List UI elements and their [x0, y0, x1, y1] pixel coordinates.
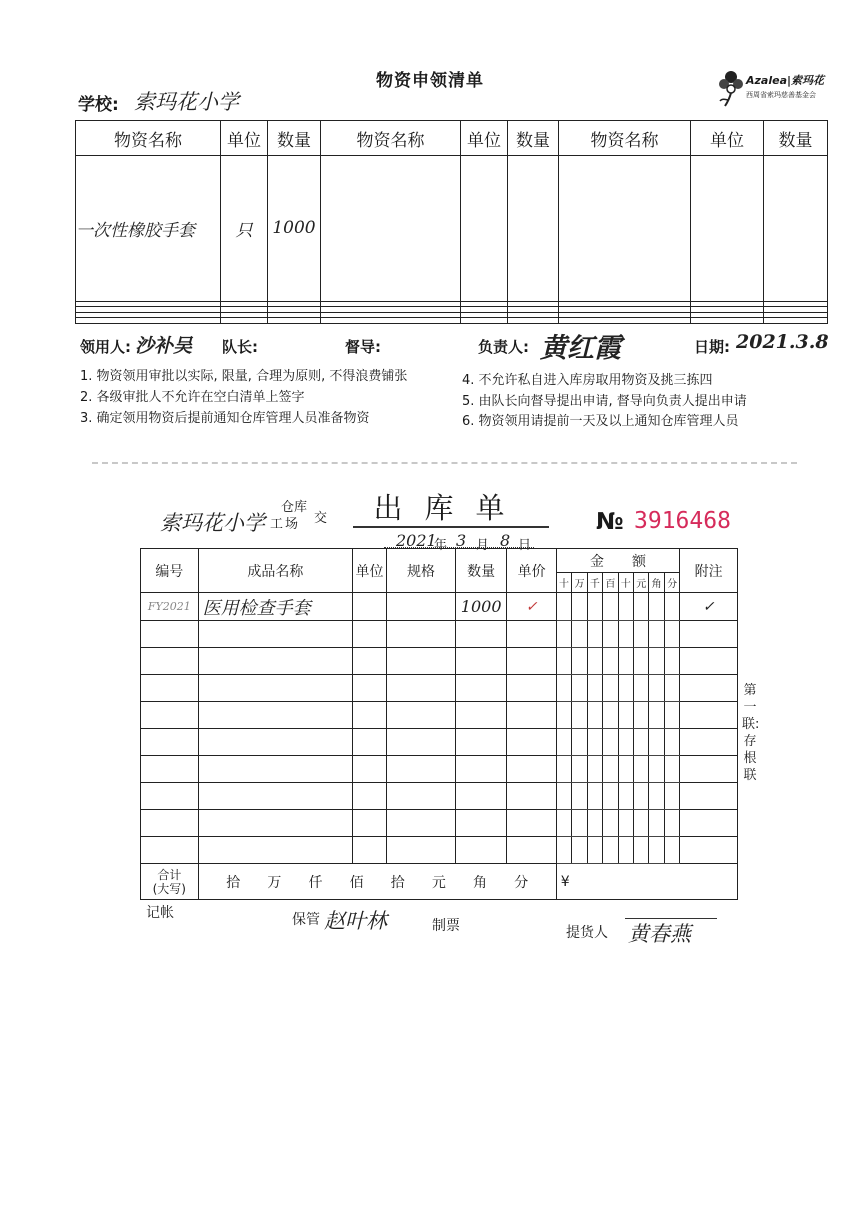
- slip-price-cell: [507, 782, 556, 809]
- slip-price-cell: [507, 836, 556, 863]
- amount-digit-cell: [664, 621, 679, 648]
- date-month: 3: [456, 531, 467, 550]
- amount-digit-cell: [649, 836, 664, 863]
- requisition-cell: [691, 318, 764, 324]
- requisition-cell: [268, 318, 321, 324]
- amount-digit-cell: [587, 621, 602, 648]
- foundation-logo: [716, 68, 836, 112]
- date-day: 8: [500, 531, 511, 550]
- slip-row: [141, 782, 738, 809]
- slip-code-cell: [141, 728, 199, 755]
- slip-unit-cell: [353, 701, 387, 728]
- amount-digit-cell: [633, 701, 648, 728]
- amount-digit-cell: [664, 648, 679, 675]
- total-row: [141, 864, 738, 900]
- section-divider: [92, 462, 797, 464]
- column-header: 数量: [268, 121, 321, 156]
- requisition-table: [75, 120, 828, 324]
- slip-qty-cell: [455, 728, 506, 755]
- amount-digit-cell: [649, 593, 664, 621]
- slip-code-cell: [141, 782, 199, 809]
- unit-header: 单位: [353, 549, 387, 593]
- requisition-cell: [461, 318, 508, 324]
- slip-qty-cell: [455, 755, 506, 782]
- slip-name-cell: [198, 782, 352, 809]
- receiver-underline: [625, 918, 717, 919]
- requisition-cell: [764, 318, 828, 324]
- amount-digit-cell: [618, 782, 633, 809]
- total-label-cell: [141, 864, 199, 900]
- amount-digit-cell: [649, 621, 664, 648]
- slip-row: [141, 809, 738, 836]
- amount-digit-cell: [633, 675, 648, 702]
- serial-label: №: [596, 509, 624, 535]
- digit-header: 万: [572, 573, 587, 593]
- amount-digit-cell: [556, 648, 571, 675]
- amount-digit-cell: [633, 836, 648, 863]
- requisition-cell: 一次性橡胶手套: [76, 156, 221, 302]
- amount-digit-cell: [572, 593, 587, 621]
- amount-digit-cell: [603, 782, 618, 809]
- amount-digit-cell: [618, 621, 633, 648]
- date-value: 2021.3.8: [736, 331, 829, 353]
- column-header: 数量: [508, 121, 559, 156]
- amount-digit-cell: [664, 836, 679, 863]
- slip-remark-cell: [680, 728, 738, 755]
- slip-unit-cell: [353, 648, 387, 675]
- amount-digit-cell: [649, 728, 664, 755]
- digit-header: 千: [587, 573, 602, 593]
- amount-digit-cell: [649, 755, 664, 782]
- slip-remark-cell: [680, 755, 738, 782]
- receiver-signature: 黄春燕: [628, 922, 691, 946]
- slip-name-cell: [198, 675, 352, 702]
- amount-digit-cell: [572, 809, 587, 836]
- amount-digit-cell: [572, 648, 587, 675]
- column-header: 数量: [764, 121, 828, 156]
- billing-label: 制票: [432, 918, 460, 934]
- digit-header: 十: [618, 573, 633, 593]
- amount-digit-cell: [556, 728, 571, 755]
- slip-spec-cell: [386, 701, 455, 728]
- slip-code-cell: [141, 755, 199, 782]
- total-unit: 佰: [349, 874, 364, 891]
- amount-digit-cell: [603, 675, 618, 702]
- amount-digit-cell: [603, 701, 618, 728]
- amount-digit-cell: [587, 782, 602, 809]
- amount-digit-cell: [603, 728, 618, 755]
- requisition-header-row: [76, 121, 828, 156]
- currency-symbol: ¥: [560, 873, 570, 890]
- slip-header-row: [141, 549, 738, 573]
- custody-signature: 赵叶林: [324, 909, 387, 933]
- stub-copy-label: 第一联:存根联: [742, 683, 760, 783]
- amount-digit-cell: [603, 593, 618, 621]
- slip-price-cell: [507, 648, 556, 675]
- slip-unit-cell: [353, 621, 387, 648]
- amount-digit-cell: [633, 755, 648, 782]
- requisition-cell: [691, 156, 764, 302]
- slip-row: [141, 648, 738, 675]
- manager-label: 负责人:: [478, 338, 529, 356]
- requisition-title: 物资申领清单: [376, 71, 484, 91]
- slip-spec-cell: [386, 593, 455, 621]
- receiver-label: 领用人:: [80, 338, 131, 356]
- amount-digit-cell: [556, 782, 571, 809]
- slip-spec-cell: [386, 728, 455, 755]
- amount-digit-cell: [572, 675, 587, 702]
- slip-remark-cell: [680, 836, 738, 863]
- slip-remark-cell: [680, 648, 738, 675]
- note-item: 6. 物资领用请提前一天及以上通知仓库管理人员: [462, 414, 739, 429]
- slip-remark-cell: [680, 701, 738, 728]
- amount-digit-cell: [664, 728, 679, 755]
- slip-unit-cell: [353, 809, 387, 836]
- amount-digit-cell: [603, 836, 618, 863]
- warehouse-label: 仓库: [281, 500, 308, 515]
- amount-digit-cell: [633, 728, 648, 755]
- requisition-row: [76, 318, 828, 324]
- slip-price-cell: ✓: [507, 593, 556, 621]
- logo-org-text: 西周省索玛慈善基金会: [746, 91, 816, 99]
- serial-number: 3916468: [634, 508, 731, 534]
- azalea-flower-icon: [716, 68, 746, 108]
- slip-unit-cell: [353, 782, 387, 809]
- total-unit: 拾: [226, 874, 241, 891]
- slip-code-cell: [141, 809, 199, 836]
- requisition-cell: [321, 156, 461, 302]
- date-year: 2021: [396, 531, 437, 550]
- digit-header: 角: [649, 573, 664, 593]
- digit-header: 分: [664, 573, 679, 593]
- total-unit: 分: [514, 874, 529, 891]
- amount-digit-cell: [587, 675, 602, 702]
- amount-digit-cell: [556, 701, 571, 728]
- requisition-cell: [221, 318, 268, 324]
- amount-digit-cell: [556, 621, 571, 648]
- digit-header: 元: [633, 573, 648, 593]
- remark-header: 附注: [680, 549, 738, 593]
- total-label: 合计: [157, 867, 182, 882]
- note-item: 5. 由队长向督导提出申请, 督导向负责人提出申请: [462, 394, 747, 409]
- note-item: 2. 各级审批人不允许在空白清单上签字: [80, 390, 305, 405]
- amount-digit-cell: [556, 593, 571, 621]
- slip-row: [141, 836, 738, 863]
- slip-spec-cell: [386, 782, 455, 809]
- slip-spec-cell: [386, 809, 455, 836]
- total-label-sub: (大写): [152, 881, 186, 896]
- slip-price-cell: [507, 728, 556, 755]
- requisition-cell: 只: [221, 156, 268, 302]
- custody-label: 保管: [292, 912, 320, 928]
- amount-digit-cell: [618, 701, 633, 728]
- amount-digit-cell: [633, 621, 648, 648]
- slip-row: [141, 621, 738, 648]
- slip-code-cell: [141, 621, 199, 648]
- slip-remark-cell: ✓: [680, 593, 738, 621]
- amount-digit-cell: [587, 648, 602, 675]
- total-in-words-cell: [198, 864, 556, 900]
- amount-digit-cell: [572, 755, 587, 782]
- slip-name-cell: [198, 809, 352, 836]
- amount-digit-cell: [633, 782, 648, 809]
- amount-digit-cell: [618, 755, 633, 782]
- price-header: 单价: [507, 549, 556, 593]
- slip-code-cell: [141, 701, 199, 728]
- slip-qty-cell: [455, 701, 506, 728]
- amount-digit-cell: [603, 809, 618, 836]
- column-header: 单位: [691, 121, 764, 156]
- requisition-cell: [764, 156, 828, 302]
- requisition-cell: [508, 318, 559, 324]
- column-header: 物资名称: [76, 121, 221, 156]
- amount-digit-cell: [556, 836, 571, 863]
- title-underline: [353, 526, 549, 528]
- digit-header: 百: [603, 573, 618, 593]
- slip-row: [141, 675, 738, 702]
- note-item: 1. 物资领用审批以实际, 限量, 合理为原则, 不得浪费铺张: [80, 369, 408, 384]
- note-item: 4. 不允许私自进入库房取用物资及挑三拣四: [462, 373, 713, 388]
- supervisor-label: 督导:: [345, 338, 381, 356]
- amount-digit-cell: [633, 809, 648, 836]
- name-header: 成品名称: [198, 549, 352, 593]
- amount-digit-cell: [618, 593, 633, 621]
- slip-name-cell: [198, 755, 352, 782]
- slip-qty-cell: [455, 675, 506, 702]
- slip-unit-cell: [353, 728, 387, 755]
- slip-name-cell: [198, 701, 352, 728]
- spec-header: 规格: [386, 549, 455, 593]
- total-amount-cell: [556, 864, 737, 900]
- amount-digit-cell: [664, 809, 679, 836]
- amount-digit-cell: [587, 836, 602, 863]
- slip-code-cell: FY2021: [141, 593, 199, 621]
- logo-brand-text: Azalea|索玛花: [746, 74, 825, 87]
- amount-digit-cell: [633, 593, 648, 621]
- slip-unit-cell: [353, 593, 387, 621]
- school-label: 学校:: [78, 95, 119, 115]
- slip-name-cell: 医用检查手套: [198, 593, 352, 621]
- bookkeeping-label: 记帐: [146, 905, 174, 921]
- column-header: 物资名称: [321, 121, 461, 156]
- amount-digit-cell: [633, 648, 648, 675]
- slip-title: 出库单: [373, 491, 527, 525]
- slip-price-cell: [507, 755, 556, 782]
- slip-spec-cell: [386, 836, 455, 863]
- qty-header: 数量: [455, 549, 506, 593]
- slip-qty-cell: 1000: [455, 593, 506, 621]
- slip-spec-cell: [386, 648, 455, 675]
- date-year-unit: 年: [434, 538, 448, 553]
- slip-remark-cell: [680, 809, 738, 836]
- amount-digit-cell: [649, 648, 664, 675]
- amount-digit-cell: [572, 782, 587, 809]
- amount-digit-cell: [649, 701, 664, 728]
- slip-remark-cell: [680, 621, 738, 648]
- amount-digit-cell: [603, 621, 618, 648]
- amount-digit-cell: [587, 701, 602, 728]
- amount-digit-cell: [587, 728, 602, 755]
- leader-label: 队长:: [222, 338, 258, 356]
- slip-qty-cell: [455, 836, 506, 863]
- slip-price-cell: [507, 621, 556, 648]
- slip-code-cell: [141, 836, 199, 863]
- slip-row: [141, 701, 738, 728]
- column-header: 单位: [221, 121, 268, 156]
- requisition-cell: [559, 318, 691, 324]
- amount-digit-cell: [618, 648, 633, 675]
- amount-digit-cell: [618, 675, 633, 702]
- amount-digit-cell: [556, 755, 571, 782]
- date-label: 日期:: [694, 338, 730, 356]
- amount-digit-cell: [618, 836, 633, 863]
- amount-digit-cell: [587, 593, 602, 621]
- requisition-cell: 1000: [268, 156, 321, 302]
- amount-digit-cell: [664, 755, 679, 782]
- slip-name-cell: [198, 728, 352, 755]
- amount-digit-cell: [649, 675, 664, 702]
- amount-digit-cell: [556, 809, 571, 836]
- slip-price-cell: [507, 675, 556, 702]
- date-day-unit: 日: [518, 538, 532, 553]
- slip-qty-cell: [455, 809, 506, 836]
- slip-row: [141, 755, 738, 782]
- total-unit: 角: [473, 874, 488, 891]
- amount-digit-cell: [587, 755, 602, 782]
- handover-label: 交: [314, 511, 328, 526]
- slip-name-cell: [198, 648, 352, 675]
- slip-price-cell: [507, 701, 556, 728]
- amount-digit-cell: [664, 782, 679, 809]
- amount-digit-cell: [649, 782, 664, 809]
- outbound-slip-table: [140, 548, 738, 900]
- slip-row: [141, 728, 738, 755]
- slip-price-cell: [507, 809, 556, 836]
- digit-header: 十: [556, 573, 571, 593]
- slip-school-value: 索玛花小学: [160, 511, 265, 535]
- slip-qty-cell: [455, 648, 506, 675]
- date-month-unit: 月: [476, 538, 490, 553]
- manager-signature: 黄红霞: [540, 333, 621, 364]
- slip-row: [141, 593, 738, 621]
- amount-digit-cell: [664, 675, 679, 702]
- slip-unit-cell: [353, 675, 387, 702]
- receiver-label: 提货人: [566, 925, 608, 941]
- amount-digit-cell: [556, 675, 571, 702]
- column-header: 单位: [461, 121, 508, 156]
- slip-qty-cell: [455, 782, 506, 809]
- workshop-label: 工场: [270, 517, 301, 532]
- code-header: 编号: [141, 549, 199, 593]
- slip-remark-cell: [680, 782, 738, 809]
- total-unit: 万: [267, 874, 282, 891]
- amount-digit-cell: [664, 593, 679, 621]
- requisition-cell: [321, 318, 461, 324]
- amount-digit-cell: [572, 836, 587, 863]
- requisition-row: [76, 156, 828, 302]
- amount-digit-cell: [618, 728, 633, 755]
- requisition-cell: [559, 156, 691, 302]
- slip-unit-cell: [353, 755, 387, 782]
- school-value: 索玛花小学: [134, 90, 239, 114]
- amount-digit-cell: [572, 728, 587, 755]
- slip-spec-cell: [386, 755, 455, 782]
- total-unit: 元: [431, 874, 446, 891]
- amount-digit-cell: [572, 701, 587, 728]
- slip-name-cell: [198, 836, 352, 863]
- slip-spec-cell: [386, 621, 455, 648]
- column-header: 物资名称: [559, 121, 691, 156]
- requisition-cell: [461, 156, 508, 302]
- slip-remark-cell: [680, 675, 738, 702]
- amount-digit-cell: [587, 809, 602, 836]
- amount-digit-cell: [603, 755, 618, 782]
- slip-spec-cell: [386, 675, 455, 702]
- receiver-signature: 沙补吴: [135, 335, 193, 357]
- slip-code-cell: [141, 675, 199, 702]
- amount-digit-cell: [603, 648, 618, 675]
- total-unit: 拾: [390, 874, 405, 891]
- total-unit: 仟: [308, 874, 323, 891]
- amount-digit-cell: [649, 809, 664, 836]
- slip-qty-cell: [455, 621, 506, 648]
- slip-name-cell: [198, 621, 352, 648]
- note-item: 3. 确定领用物资后提前通知仓库管理人员准备物资: [80, 411, 370, 426]
- requisition-cell: [508, 156, 559, 302]
- requisition-cell: [76, 318, 221, 324]
- amount-digit-cell: [572, 621, 587, 648]
- amount-digit-cell: [664, 701, 679, 728]
- amount-header: 金 额: [556, 549, 680, 573]
- slip-unit-cell: [353, 836, 387, 863]
- amount-digit-cell: [618, 809, 633, 836]
- slip-code-cell: [141, 648, 199, 675]
